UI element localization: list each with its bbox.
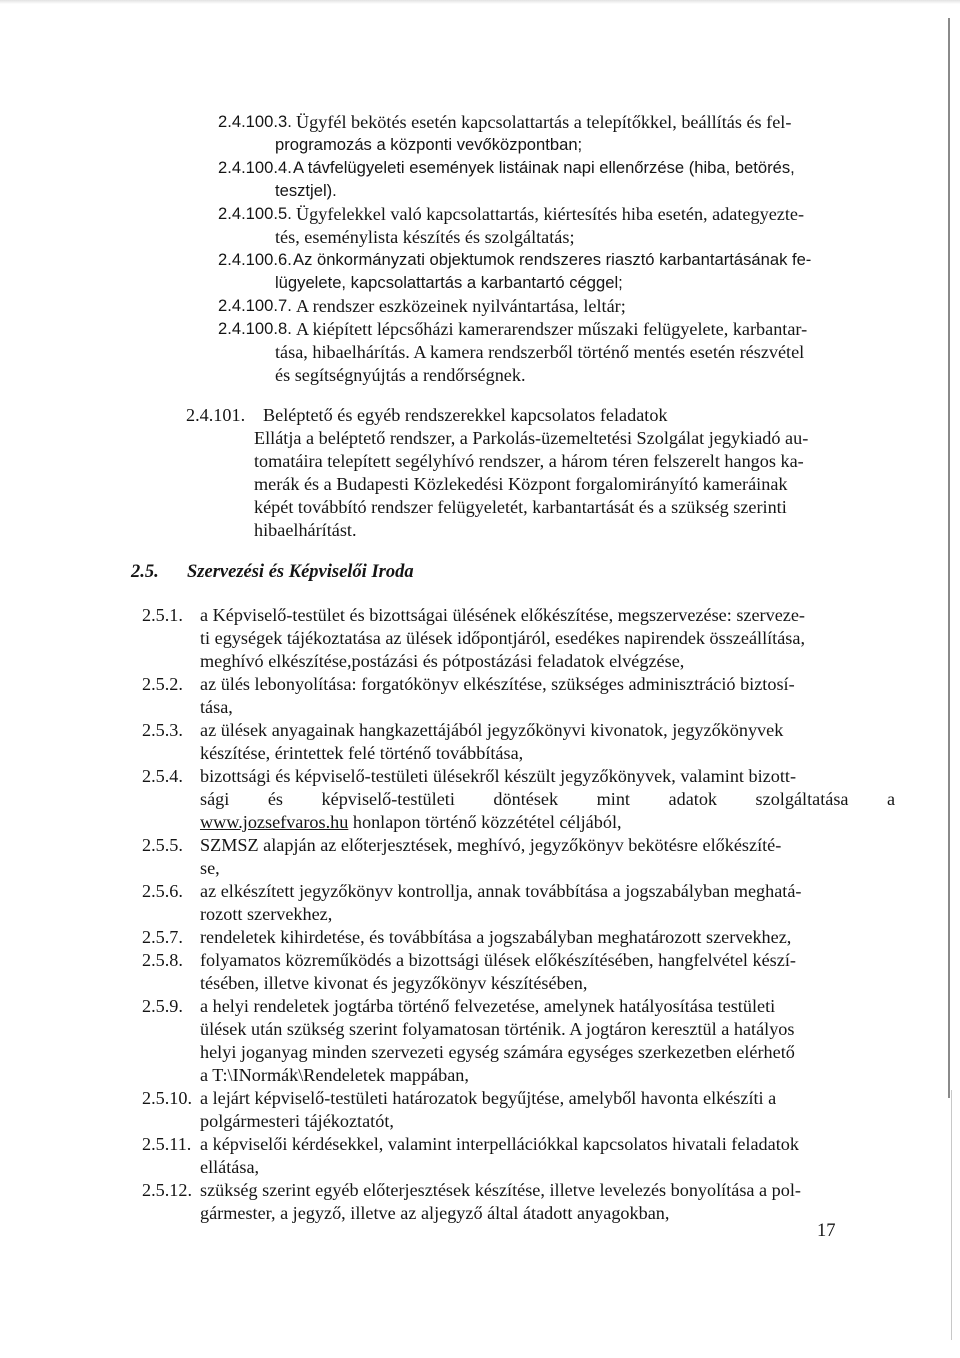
item-number: 2.5.1. xyxy=(142,605,183,625)
item-number: 2.5.12. xyxy=(142,1180,193,1200)
item-text-line: SZMSZ alapján az előterjesztések, meghívó, jegyzőkönyv bekötésre előkészíté- xyxy=(200,835,782,855)
paragraph-line: hibaelhárítást. xyxy=(254,520,357,540)
item-number: 2.5.10. xyxy=(142,1088,193,1108)
item-number: 2.4.100.6. xyxy=(218,250,292,269)
item-text-line: polgármesteri tájékoztatót, xyxy=(200,1111,394,1131)
item-number: 2.4.100.3. xyxy=(218,112,292,131)
item-text-line: a Képviselő-testület és bizottságai ülésének előkészítése, megszervezése: szerveze- xyxy=(200,605,805,625)
item-text-line: bizottsági és képviselő-testületi ülésekről készült jegyzőkönyvek, valamint bizott- xyxy=(200,766,796,786)
item-text-line: A kiépített lépcsőházi kamerarendszer műszaki felügyelete, karbantar- xyxy=(296,319,808,339)
item-number: 2.5.7. xyxy=(142,927,183,947)
paragraph-line: merák és a Budapesti Közlekedési Központ forgalomirányító kameráinak xyxy=(254,474,788,494)
item-text-line: se, xyxy=(200,858,220,878)
scan-edge-line xyxy=(948,18,950,1098)
page-number: 17 xyxy=(817,1221,836,1241)
item-number: 2.5.4. xyxy=(142,766,183,786)
item-text-line: helyi joganyag minden szervezeti egység számára egységes szerkezetben elérhető xyxy=(200,1042,795,1062)
item-text-line xyxy=(200,811,622,833)
item-text-line: a helyi rendeletek jogtárba történő felvezetése, amelynek hatályosítása testületi xyxy=(200,996,776,1016)
item-number: 2.4.100.4. xyxy=(218,158,292,177)
item-text-line: a lejárt képviselő-testületi határozatok begyűjtése, amelyből havonta elkészíti a xyxy=(200,1088,777,1108)
item-number: 2.5.2. xyxy=(142,674,183,694)
item-number: 2.4.100.7. xyxy=(218,296,292,315)
item-text-line: Ügyfél bekötés esetén kapcsolattartás a telepítőkkel, beállítás és fel- xyxy=(296,112,792,132)
section-title: Szervezési és Képviselői Iroda xyxy=(187,562,414,582)
item-text-line: a T:\INormák\Rendeletek mappában, xyxy=(200,1065,469,1085)
item-text-line: az elkészített jegyzőkönyv kontrollja, annak továbbítása a jogszabályban meghatá- xyxy=(200,881,802,901)
item-number: 2.5.3. xyxy=(142,720,183,740)
item-text-line: ti egységek tájékoztatása az ülések időpontjáról, esedékes napirendek összeállítása, xyxy=(200,628,806,648)
item-text-line: az ülések anyagainak hangkazettájából jegyzőkönyvi kivonatok, jegyzőkönyvek xyxy=(200,720,784,740)
link-trailing-text: honlapon történő közzététel céljából, xyxy=(348,812,622,832)
item-text-line: ellátása, xyxy=(200,1157,260,1177)
paragraph-line: Ellátja a beléptető rendszer, a Parkolás-üzemeltetési Szolgálat jegykiadó au- xyxy=(254,428,809,448)
item-text-line: tesztjel). xyxy=(275,181,337,200)
item-text-line: sági és képviselő-testületi döntések mint adatok szolgáltatása a xyxy=(200,789,896,809)
item-text-line: programozás a központi vevőközpontban; xyxy=(275,135,583,154)
item-text-line: meghívó elkészítése,postázási és pótpostázási feladatok elvégzése, xyxy=(200,651,685,671)
section-title: Beléptető és egyéb rendszerekkel kapcsolatos feladatok xyxy=(263,405,668,425)
item-number: 2.5.8. xyxy=(142,950,183,970)
item-text-line: lügyelete, kapcsolattartás a karbantartó céggel; xyxy=(275,273,623,292)
item-number: 2.5.5. xyxy=(142,835,183,855)
item-text-line: tása, hibaelhárítás. A kamera rendszerből történő mentés esetén részvétel xyxy=(275,342,805,362)
item-text-line: tés, eseménylista készítés és szolgáltatás; xyxy=(275,227,575,247)
item-number: 2.5.9. xyxy=(142,996,183,1016)
item-text-line: Ügyfelekkel való kapcsolattartás, kiértesítés hiba esetén, adategyezte- xyxy=(296,204,805,224)
item-number: 2.5.6. xyxy=(142,881,183,901)
item-text-line: tása, xyxy=(200,697,233,717)
item-text-line: tésében, illetve kivonat és jegyzőkönyv készítésében, xyxy=(200,973,588,993)
item-text-line: a képviselői kérdésekkel, valamint interpellációkkal kapcsolatos hivatali feladatok xyxy=(200,1134,799,1154)
item-text-line: rozott szervekhez, xyxy=(200,904,333,924)
item-text-line: gármester, a jegyző, illetve az aljegyző által átadott anyagokban, xyxy=(200,1203,670,1223)
item-text-line: A távfelügyeleti események listáinak napi ellenőrzése (hiba, betörés, xyxy=(293,158,795,177)
paragraph-line: képét továbbító rendszer felügyeletét, karbantartását és a szükség szerinti xyxy=(254,497,787,517)
item-number: 2.4.100.5. xyxy=(218,204,292,223)
item-text-line: A rendszer eszközeinek nyilvántartása, leltár; xyxy=(296,296,626,316)
item-text-line: és segítségnyújtás a rendőrségnek. xyxy=(275,365,526,385)
section-number: 2.5. xyxy=(131,562,159,582)
item-text-line: folyamatos közreműködés a bizottsági ülések előkészítésében, hangfelvétel készí- xyxy=(200,950,796,970)
item-text-line: készítése, érintettek felé történő továbbítása, xyxy=(200,743,524,763)
item-text-line: szükség szerint egyéb előterjesztések készítése, illetve levelezés bonyolítása a pol- xyxy=(200,1180,801,1200)
website-link[interactable]: www.jozsefvaros.hu xyxy=(200,812,349,832)
item-text-line: ülések után szükség szerint folyamatosan történik. A jogtáron keresztül a hatályos xyxy=(200,1019,795,1039)
section-number: 2.4.101. xyxy=(186,405,246,425)
item-text-line: az ülés lebonyolítása: forgatókönyv elkészítése, szükséges adminisztráció biztosí- xyxy=(200,674,795,694)
page-top-edge xyxy=(0,0,960,4)
item-number: 2.4.100.8. xyxy=(218,319,292,338)
item-text-line: rendeletek kihirdetése, és továbbítása a jogszabályban meghatározott szervekhez, xyxy=(200,927,792,947)
item-number: 2.5.11. xyxy=(142,1134,192,1154)
scan-edge-line-lower xyxy=(951,1090,952,1340)
item-text-line: Az önkormányzati objektumok rendszeres riasztó karbantartásának fe- xyxy=(293,250,812,269)
paragraph-line: tomatáira telepített segélyhívó rendszer, a három téren felszerelt hangos ka- xyxy=(254,451,804,471)
